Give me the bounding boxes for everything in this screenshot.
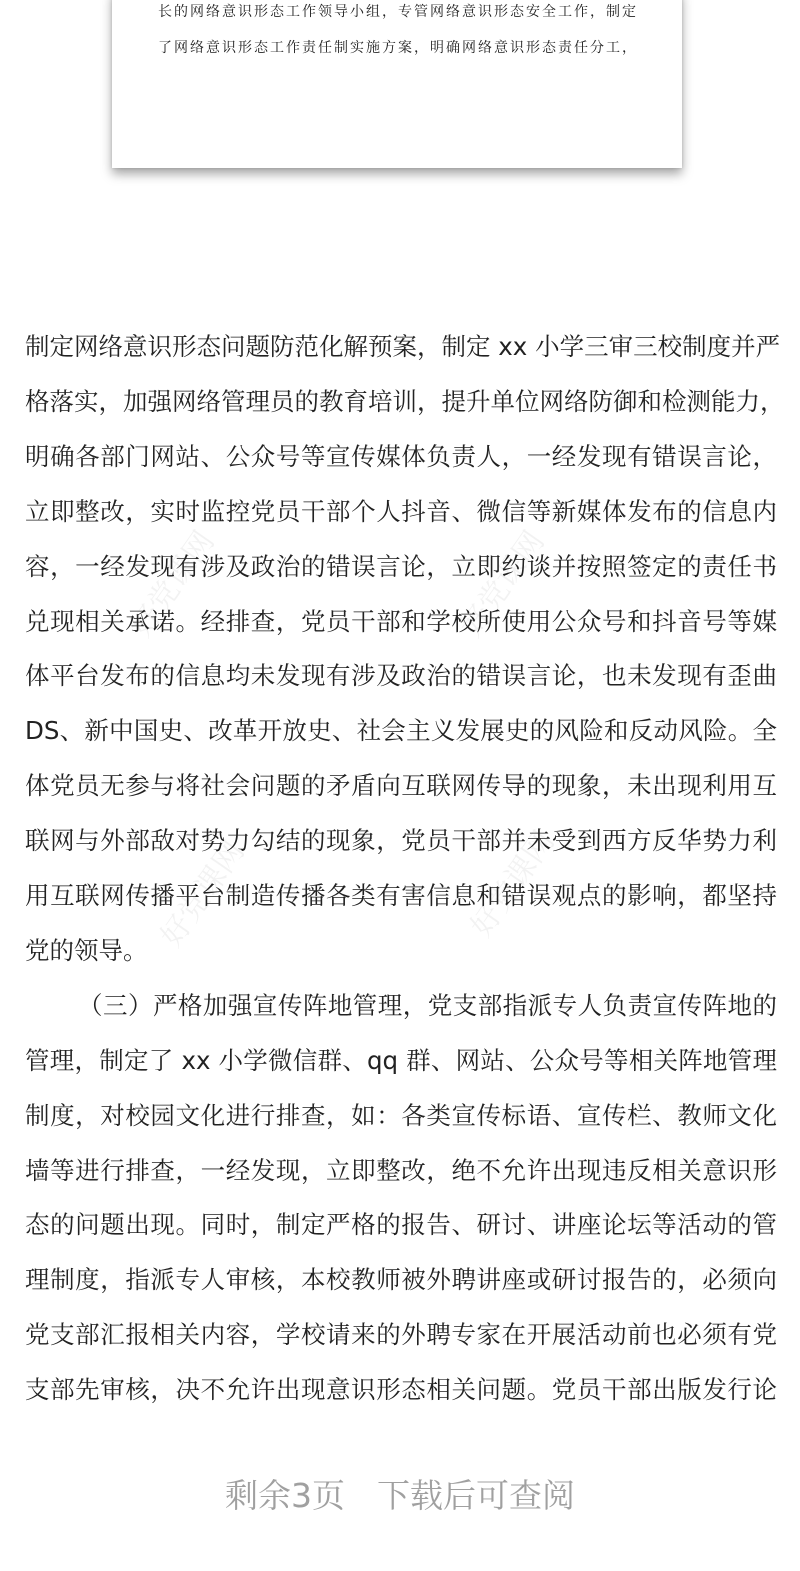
body-text-line: 联网与外部敌对势力勾结的现象，党员干部并未受到西方反华势力利 xyxy=(25,826,777,856)
body-text-line: 党支部汇报相关内容，学校请来的外聘专家在开展活动前也必须有党 xyxy=(25,1320,777,1350)
preview-page-card xyxy=(112,0,682,168)
body-text-line: （三）严格加强宣传阵地管理，党支部指派专人负责宣传阵地的 xyxy=(78,990,777,1020)
body-text-line: 兑现相关承诺。经排查，党员干部和学校所使用公众号和抖音号等媒 xyxy=(25,606,777,636)
watermark: 好党课网 xyxy=(454,524,552,644)
body-text-line: 理制度，指派专人审核，本校教师被外聘讲座或研讨报告的，必须向 xyxy=(25,1265,777,1295)
card-text-line: 长的网络意识形态工作领导小组，专管网络意识形态安全工作，制定 xyxy=(158,4,636,20)
body-text-line: 墙等进行排查，一经发现，立即整改，绝不允许出现违反相关意识形 xyxy=(25,1155,777,1185)
body-text-line: 制定网络意识形态问题防范化解预案，制定 xx 小学三审三校制度并严 xyxy=(25,332,781,361)
download-to-view-label[interactable]: 下载后可查阅 xyxy=(377,1476,575,1515)
card-text-line: 了网络意识形态工作责任制实施方案，明确网络意识形态责任分工， xyxy=(158,40,636,56)
body-text-line: 容，一经发现有涉及政治的错误言论，立即约谈并按照签定的责任书 xyxy=(25,551,777,581)
body-text-line: 体党员无参与将社会问题的矛盾向互联网传导的现象，未出现利用互 xyxy=(25,771,777,801)
body-text-line: 格落实，加强网络管理员的教育培训，提升单位网络防御和检测能力， xyxy=(25,386,785,416)
body-text-line: 立即整改，实时监控党员干部个人抖音、微信等新媒体发布的信息内 xyxy=(25,496,777,526)
download-prompt[interactable] xyxy=(0,1470,800,1517)
body-text-line: 明确各部门网站、公众号等宣传媒体负责人，一经发现有错误言论， xyxy=(25,441,777,471)
watermark: 好党课网 xyxy=(154,834,252,954)
body-text-line: 支部先审核，决不允许出现意识形态相关问题。党员干部出版发行论 xyxy=(25,1375,777,1405)
body-text-line: 体平台发布的信息均未发现有涉及政治的错误言论，也未发现有歪曲 xyxy=(25,661,777,691)
watermark: 好党课网 xyxy=(124,524,222,644)
body-text-line: 态的问题出现。同时，制定严格的报告、研讨、讲座论坛等活动的管 xyxy=(25,1210,777,1240)
remaining-pages-label: 剩余3页 xyxy=(225,1476,345,1515)
body-text-line: 用互联网传播平台制造传播各类有害信息和错误观点的影响，都坚持 xyxy=(25,881,777,910)
body-text-line: 管理，制定了 xx 小学微信群、qq 群、网站、公众号等相关阵地管理 xyxy=(25,1045,777,1075)
body-text-line: DS、新中国史、改革开放史、社会主义发展史的风险和反动风险。全 xyxy=(25,716,777,746)
watermark: 好党课网 xyxy=(464,824,562,944)
body-text-line: 党的领导。 xyxy=(25,935,148,965)
body-text-line: 制度，对校园文化进行排查，如：各类宣传标语、宣传栏、教师文化 xyxy=(25,1100,777,1130)
